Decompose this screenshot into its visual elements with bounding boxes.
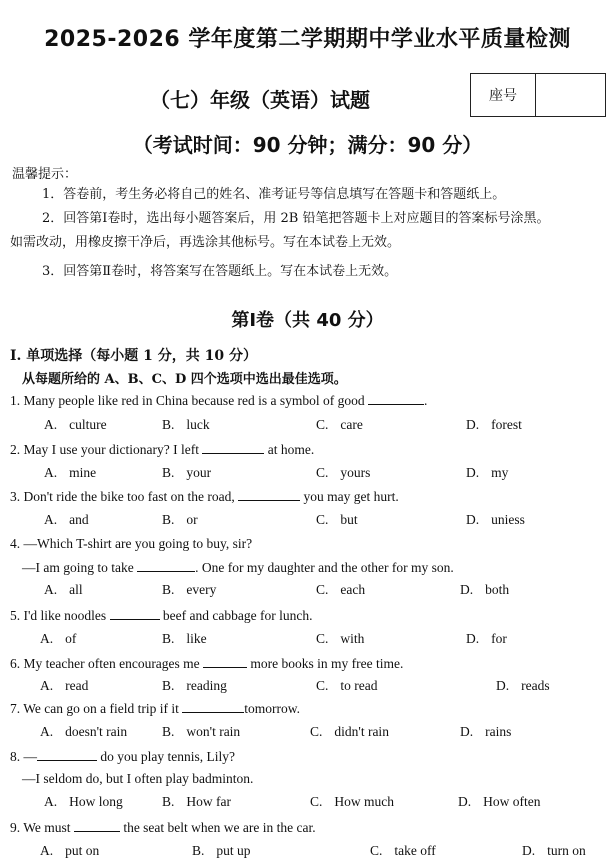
question-text: . One for my daughter and the other for my son.	[195, 560, 454, 575]
question-stem	[10, 392, 427, 409]
exam-subtitle: （七）年级（英语）试题	[150, 88, 370, 112]
option-d: D. reads	[496, 678, 550, 693]
notice-item: 2．回答第Ⅰ卷时，选出每小题答案后，用 2B 铅笔把答题卡上对应题目的答案标号涂黑。	[42, 211, 550, 226]
question-text: May I use your dictionary? I left	[23, 442, 199, 457]
question-text: you may get hurt.	[303, 489, 399, 504]
option-b: B. How far	[162, 794, 231, 809]
question-text: We must	[23, 820, 71, 835]
question-stem	[10, 700, 300, 717]
question-text: the seat belt when we are in the car.	[123, 820, 316, 835]
option-a: A. and	[44, 512, 89, 527]
option-a: A. mine	[44, 465, 97, 480]
part-instruction: 从每题所给的 A、B、C、D 四个选项中选出最佳选项。	[22, 372, 347, 387]
question-text: —I am going to take	[22, 560, 134, 575]
seat-number-box	[470, 73, 606, 117]
option-d: D. How often	[458, 794, 541, 809]
section-title: 第Ⅰ卷（共 40 分）	[231, 310, 384, 331]
question-stem	[10, 607, 312, 624]
option-a: A. doesn't rain	[40, 724, 128, 739]
option-c: C. but	[316, 512, 358, 527]
question-number: 6.	[10, 656, 21, 671]
option-b: B. won't rain	[162, 724, 241, 739]
option-c: C. yours	[316, 465, 371, 480]
notice-item: 1．答卷前，考生务必将自己的姓名、准考证号等信息填写在答题卡和答题纸上。	[42, 187, 506, 202]
answer-blank	[37, 748, 97, 761]
question-stem	[10, 488, 399, 505]
option-c: C. care	[316, 417, 363, 432]
option-c: C. with	[316, 631, 365, 646]
option-a: A. read	[40, 678, 89, 693]
question-text: .	[424, 393, 428, 408]
question-text: My teacher often encourages me	[23, 656, 200, 671]
option-d: D. rains	[460, 724, 512, 739]
question-stem-line2	[22, 771, 253, 787]
question-text: at home.	[267, 442, 315, 457]
option-a: A. put on	[40, 843, 100, 858]
question-text: Many people like red in China because red is a symbol of good	[23, 393, 365, 408]
question-text: beef and cabbage for lunch.	[162, 608, 313, 623]
question-stem	[10, 748, 235, 765]
question-text: I'd like noodles	[23, 608, 107, 623]
option-d: D. for	[466, 631, 507, 646]
part-title: I. 单项选择（每小题 1 分，共 10 分）	[10, 348, 258, 364]
question-stem	[10, 536, 252, 552]
question-stem	[10, 441, 314, 458]
question-text: We can go on a field trip if it	[23, 701, 179, 716]
question-text: more books in my free time.	[250, 656, 404, 671]
answer-blank	[182, 700, 244, 713]
question-number: 4.	[10, 536, 21, 551]
seat-number-field[interactable]	[536, 74, 605, 116]
question-number: 8.	[10, 749, 21, 764]
question-number: 9.	[10, 820, 21, 835]
option-d: D. both	[460, 582, 510, 597]
answer-blank	[74, 819, 120, 832]
answer-blank	[203, 655, 247, 668]
option-a: A. of	[40, 631, 77, 646]
question-stem-line2	[22, 559, 454, 576]
option-a: A. How long	[44, 794, 123, 809]
question-text: —Which T-shirt are you going to buy, sir?	[23, 536, 253, 551]
notice-item: 3．回答第Ⅱ卷时，将答案写在答题纸上。写在本试卷上无效。	[42, 264, 398, 279]
option-b: B. like	[162, 631, 207, 646]
question-text: Don't ride the bike too fast on the road,	[23, 489, 235, 504]
answer-blank	[238, 488, 300, 501]
answer-blank	[110, 607, 160, 620]
question-number: 7.	[10, 701, 21, 716]
option-d: D. my	[466, 465, 509, 480]
option-c: C. How much	[310, 794, 395, 809]
option-c: C. didn't rain	[310, 724, 389, 739]
option-c: C. to read	[316, 678, 378, 693]
question-text: tomorrow.	[244, 701, 301, 716]
exam-time-info: （考试时间：90 分钟；满分：90 分）	[132, 133, 483, 157]
question-stem	[10, 655, 403, 672]
exam-title: 2025-2026 学年度第二学期期中学业水平质量检测	[44, 27, 571, 52]
option-d: D. turn on	[522, 843, 586, 858]
question-stem	[10, 819, 316, 836]
notice-item-continued: 如需改动，用橡皮擦干净后，再选涂其他标号。写在本试卷上无效。	[10, 235, 401, 250]
option-c: C. each	[316, 582, 366, 597]
answer-blank	[368, 392, 424, 405]
question-text: do you play tennis, Lily?	[100, 749, 235, 764]
notice-title: 温馨提示：	[12, 167, 78, 182]
option-b: B. every	[162, 582, 217, 597]
question-number: 3.	[10, 489, 21, 504]
question-number: 1.	[10, 393, 21, 408]
option-b: B. put up	[192, 843, 251, 858]
option-a: A. all	[44, 582, 83, 597]
option-b: B. or	[162, 512, 198, 527]
option-d: D. uniess	[466, 512, 525, 527]
answer-blank	[137, 559, 195, 572]
seat-number-label: 座号	[471, 74, 536, 116]
question-number: 5.	[10, 608, 21, 623]
option-c: C. take off	[370, 843, 436, 858]
option-d: D. forest	[466, 417, 522, 432]
question-text: —I seldom do, but I often play badminton.	[22, 771, 254, 786]
option-b: B. your	[162, 465, 212, 480]
option-b: B. reading	[162, 678, 227, 693]
question-text: —	[23, 749, 37, 764]
option-a: A. culture	[44, 417, 107, 432]
answer-blank	[202, 441, 264, 454]
option-b: B. luck	[162, 417, 210, 432]
question-number: 2.	[10, 442, 21, 457]
